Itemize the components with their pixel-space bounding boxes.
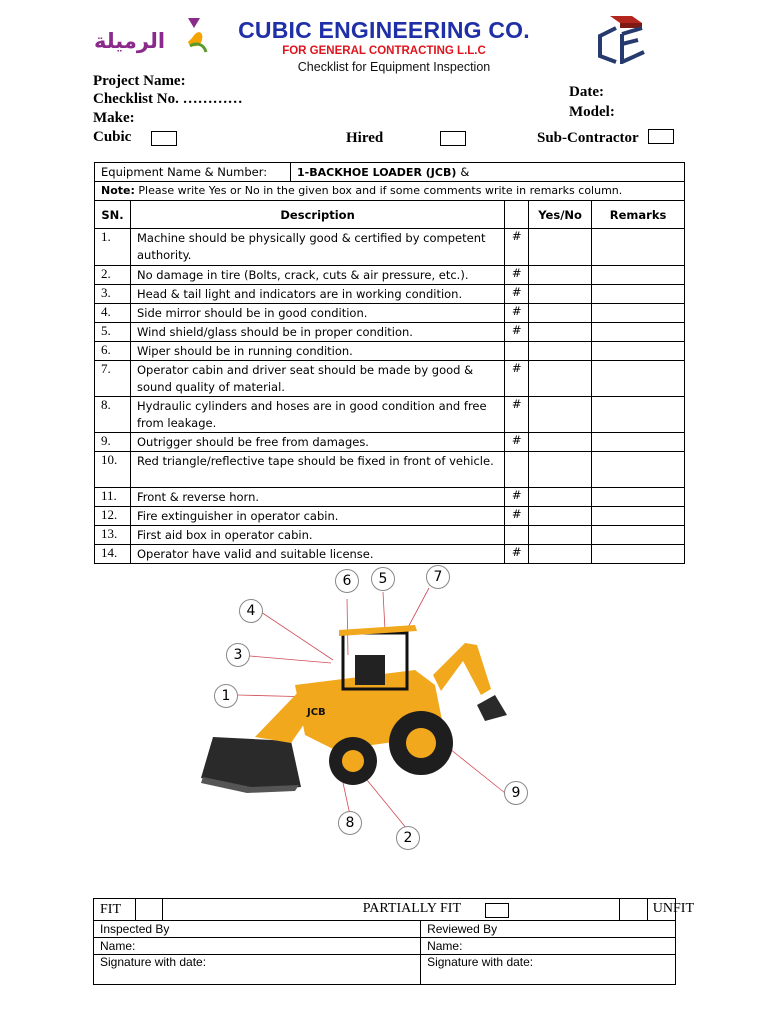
callout-6: 6	[335, 569, 359, 593]
col-yes-no-header: Yes/No	[529, 201, 592, 229]
row-mark: #	[505, 285, 529, 304]
ce-logo	[592, 14, 652, 64]
row-mark: #	[505, 488, 529, 507]
checklist-row	[95, 507, 685, 526]
row-remarks-cell[interactable]	[592, 266, 685, 285]
row-yes-no-cell[interactable]	[529, 397, 592, 433]
row-description: Red triangle/reflective tape should be fixed in front of vehicle.	[130, 452, 504, 488]
col-remarks-header: Remarks	[592, 201, 685, 229]
row-sn: 2.	[95, 266, 131, 285]
equipment-row	[95, 163, 505, 182]
row-remarks-cell[interactable]	[592, 229, 685, 266]
row-description: No damage in tire (Bolts, crack, cuts & air pressure, etc.).	[130, 266, 504, 285]
equipment-value: 1-BACKHOE LOADER (JCB)	[297, 165, 457, 179]
col-sn-header: SN.	[95, 201, 131, 229]
row-description: Outrigger should be free from damages.	[130, 433, 504, 452]
partially-fit-cell	[162, 899, 695, 921]
row-yes-no-cell[interactable]	[529, 452, 592, 488]
row-yes-no-cell[interactable]	[529, 323, 592, 342]
row-sn: 14.	[95, 545, 131, 564]
col-description-header: Description	[130, 201, 504, 229]
row-mark: #	[505, 266, 529, 285]
sub-contractor-checkbox[interactable]	[648, 129, 674, 144]
row-remarks-cell[interactable]	[592, 361, 685, 397]
row-mark: #	[505, 323, 529, 342]
row-mark	[505, 526, 529, 545]
row-yes-no-cell[interactable]	[529, 304, 592, 323]
checklist-row	[95, 266, 685, 285]
cubic-label: Cubic	[93, 129, 132, 145]
row-yes-no-cell[interactable]	[529, 526, 592, 545]
company-name: CUBIC ENGINEERING CO.	[238, 17, 530, 43]
unfit-checkbox[interactable]	[619, 899, 647, 921]
callout-7: 7	[426, 565, 450, 589]
row-sn: 6.	[95, 342, 131, 361]
row-mark: #	[505, 545, 529, 564]
fit-checkbox[interactable]	[135, 899, 162, 921]
row-mark	[505, 452, 529, 488]
checklist-row	[95, 323, 685, 342]
row-mark: #	[505, 361, 529, 397]
hired-label: Hired	[346, 130, 384, 146]
reviewer-signature-field[interactable]: Signature with date:	[421, 955, 676, 985]
row-sn: 9.	[95, 433, 131, 452]
row-yes-no-cell[interactable]	[529, 266, 592, 285]
fit-label: FIT	[94, 899, 136, 921]
row-remarks-cell[interactable]	[592, 507, 685, 526]
row-mark: #	[505, 433, 529, 452]
checklist-no-label: Checklist No. …………	[93, 91, 243, 107]
make-label: Make:	[93, 110, 135, 126]
row-description: Wind shield/glass should be in proper condition.	[130, 323, 504, 342]
row-yes-no-cell[interactable]	[529, 545, 592, 564]
document-title: Checklist for Equipment Inspection	[297, 60, 491, 74]
row-sn: 7.	[95, 361, 131, 397]
checklist-row	[95, 229, 685, 266]
row-sn: 13.	[95, 526, 131, 545]
checklist-row	[95, 285, 685, 304]
note-label: Note:	[101, 184, 135, 197]
row-sn: 8.	[95, 397, 131, 433]
callout-5: 5	[371, 567, 395, 591]
checklist-row	[95, 526, 685, 545]
checklist-row	[95, 545, 685, 564]
callout-9: 9	[504, 781, 528, 805]
svg-text:JCB: JCB	[307, 707, 326, 718]
row-mark: #	[505, 229, 529, 266]
company-subtitle: FOR GENERAL CONTRACTING L.L.C	[282, 45, 486, 57]
row-description: Front & reverse horn.	[130, 488, 504, 507]
row-yes-no-cell[interactable]	[529, 361, 592, 397]
row-description: Machine should be physically good & certified by competent authority.	[130, 229, 504, 266]
callout-1: 1	[214, 684, 238, 708]
row-description: Operator have valid and suitable license.	[130, 545, 504, 564]
inspector-name-field[interactable]: Name:	[94, 938, 421, 955]
row-yes-no-cell[interactable]	[529, 342, 592, 361]
result-table	[93, 898, 695, 985]
checklist-row	[95, 452, 685, 488]
equipment-suffix: &	[460, 165, 470, 179]
callout-3: 3	[226, 643, 250, 667]
inspected-by-label: Inspected By	[94, 921, 421, 938]
checklist-row	[95, 361, 685, 397]
callout-8: 8	[338, 811, 362, 835]
equipment-blank[interactable]	[505, 163, 685, 182]
row-remarks-cell[interactable]	[592, 433, 685, 452]
row-description: Fire extinguisher in operator cabin.	[130, 507, 504, 526]
row-mark: #	[505, 397, 529, 433]
hired-checkbox[interactable]	[440, 131, 466, 146]
unfit-label: UNFIT	[652, 901, 695, 916]
sub-contractor-label: Sub-Contractor	[537, 130, 639, 146]
reviewer-name-field[interactable]: Name:	[421, 938, 676, 955]
row-yes-no-cell[interactable]	[529, 507, 592, 526]
row-remarks-cell[interactable]	[592, 488, 685, 507]
row-sn: 1.	[95, 229, 131, 266]
callout-4: 4	[239, 599, 263, 623]
row-mark	[505, 342, 529, 361]
note-row	[95, 182, 685, 201]
partially-fit-checkbox[interactable]	[485, 903, 509, 918]
checklist-row	[95, 397, 685, 433]
row-description: First aid box in operator cabin.	[130, 526, 504, 545]
row-remarks-cell[interactable]	[592, 304, 685, 323]
model-label: Model:	[569, 104, 615, 120]
checklist-table	[94, 162, 685, 564]
row-description: Hydraulic cylinders and hoses are in good condition and free from leakage.	[130, 397, 504, 433]
row-sn: 5.	[95, 323, 131, 342]
row-sn: 3.	[95, 285, 131, 304]
row-remarks-cell[interactable]	[592, 397, 685, 433]
row-yes-no-cell[interactable]	[529, 285, 592, 304]
row-remarks-cell[interactable]	[592, 545, 685, 564]
checklist-row	[95, 342, 685, 361]
checklist-row	[95, 433, 685, 452]
row-description: Operator cabin and driver seat should be made by good & sound quality of material.	[130, 361, 504, 397]
equipment-label: Equipment Name & Number:	[95, 163, 291, 181]
date-label: Date:	[569, 84, 604, 100]
row-sn: 12.	[95, 507, 131, 526]
callout-2: 2	[396, 826, 420, 850]
row-description: Side mirror should be in good condition.	[130, 304, 504, 323]
svg-text:الرميلة: الرميلة	[94, 29, 166, 53]
col-mark-header	[505, 201, 529, 229]
row-remarks-cell[interactable]	[592, 342, 685, 361]
checklist-row	[95, 488, 685, 507]
row-sn: 4.	[95, 304, 131, 323]
reviewed-by-label: Reviewed By	[421, 921, 676, 938]
row-remarks-cell[interactable]	[592, 285, 685, 304]
row-sn: 10.	[95, 452, 131, 488]
row-yes-no-cell[interactable]	[529, 433, 592, 452]
project-name-label: Project Name:	[93, 73, 186, 89]
note-text: Please write Yes or No in the given box and if some comments write in remarks column.	[138, 184, 623, 197]
row-remarks-cell[interactable]	[592, 526, 685, 545]
row-mark: #	[505, 507, 529, 526]
partially-fit-label: PARTIALLY FIT	[362, 901, 462, 916]
row-remarks-cell[interactable]	[592, 323, 685, 342]
row-yes-no-cell[interactable]	[529, 229, 592, 266]
row-yes-no-cell[interactable]	[529, 488, 592, 507]
inspector-signature-field[interactable]: Signature with date:	[94, 955, 421, 985]
row-description: Head & tail light and indicators are in working condition.	[130, 285, 504, 304]
row-description: Wiper should be in running condition.	[130, 342, 504, 361]
row-mark: #	[505, 304, 529, 323]
checklist-row	[95, 304, 685, 323]
row-sn: 11.	[95, 488, 131, 507]
row-remarks-cell[interactable]	[592, 452, 685, 488]
cubic-checkbox[interactable]	[151, 131, 177, 146]
